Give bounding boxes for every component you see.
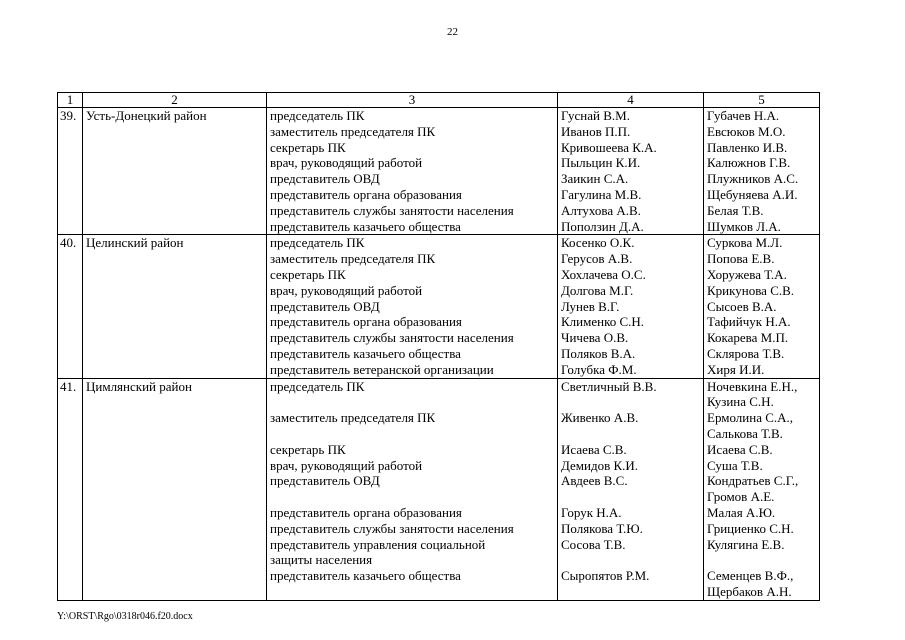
role-line: [270, 584, 557, 600]
member-name: Поляков В.А.: [561, 345, 636, 361]
reserve-member-name: Громов А.Е.: [707, 489, 775, 505]
reserve-member-name: Суша Т.В.: [707, 457, 763, 473]
role-line: председатель ПК: [270, 108, 365, 123]
reserve-member-name: Кулягина Е.В.: [707, 536, 785, 552]
member-name: Горук Н.А.: [561, 504, 622, 520]
reserve-member-name: Сысоев В.А.: [707, 298, 777, 314]
reserve-member-name: Семенцев В.Ф.,: [707, 568, 794, 584]
member-name: Гуснай В.М.: [561, 108, 630, 123]
reserve-member-name: Малая А.Ю.: [707, 504, 776, 520]
role-line: заместитель председателя ПК: [270, 251, 436, 267]
role-line: представитель органа образования: [270, 186, 462, 202]
header-col-2: 2: [83, 93, 267, 108]
member-name: Алтухова А.В.: [561, 202, 641, 218]
role-line: секретарь ПК: [270, 139, 346, 155]
member-name: Гагулина М.В.: [561, 186, 642, 202]
member-name: Иванов П.П.: [561, 123, 631, 139]
role-line-cell: [267, 235, 558, 378]
reserve-member-name: Павленко И.В.: [707, 139, 788, 155]
reserve-member-name: Щербаков А.Н.: [707, 583, 792, 599]
member-name: Кривошеева К.А.: [561, 139, 657, 155]
role-line: врач, руководящий работой: [270, 155, 423, 171]
reserve-member-name: Шумков Л.А.: [707, 218, 781, 234]
reserve-member-name: Тафийчук Н.А.: [707, 314, 791, 330]
members-table: [57, 92, 820, 601]
row-number: 40.: [58, 235, 83, 378]
district-name: Усть-Донецкий район: [83, 108, 267, 235]
role-line: представитель службы занятости населения: [270, 330, 514, 346]
member-name: Чичева О.В.: [561, 330, 629, 346]
role-line: представитель органа образования: [270, 504, 462, 520]
member-name: [561, 552, 703, 568]
row-number: 41.: [58, 378, 83, 600]
role-line: председатель ПК: [270, 235, 365, 251]
member-name: Заикин С.А.: [561, 171, 629, 187]
member-name: Авдеев В.С.: [561, 473, 628, 489]
district-name: Цимлянский район: [83, 378, 267, 600]
role-line: представитель ветеранской организации: [270, 361, 494, 377]
member-name: [561, 426, 703, 442]
reserve-member-name: Склярова Т.В.: [707, 345, 785, 361]
role-line: представитель ОВД: [270, 473, 380, 489]
reserve-member-name: Хоружева Т.А.: [707, 266, 787, 282]
table-row: [58, 235, 820, 378]
reserve-member-name-cell: [704, 108, 820, 235]
role-line: врач, руководящий работой: [270, 457, 423, 473]
table-row: [58, 378, 820, 600]
member-name: Исаева С.В.: [561, 441, 627, 457]
header-row: [58, 93, 820, 108]
role-line: представитель казачьего общества: [270, 568, 461, 584]
reserve-member-name: Попова Е.В.: [707, 251, 775, 267]
header-col-1: 1: [58, 93, 83, 108]
role-line: заместитель председателя ПК: [270, 123, 436, 139]
reserve-member-name: Ночевкина Е.Н.,: [707, 378, 798, 394]
member-name: Живенко А.В.: [561, 410, 639, 426]
member-name-cell: [558, 235, 704, 378]
member-name: Долгова М.Г.: [561, 282, 634, 298]
role-line: секретарь ПК: [270, 441, 346, 457]
member-name: Хохлачева О.С.: [561, 266, 646, 282]
member-name: Лунев В.Г.: [561, 298, 620, 314]
reserve-member-name: Суркова М.Л.: [707, 235, 783, 251]
member-name: [561, 584, 703, 600]
role-line: представитель ОВД: [270, 298, 380, 314]
role-line: секретарь ПК: [270, 266, 346, 282]
member-name: Клименко С.Н.: [561, 314, 645, 330]
reserve-member-name: Кокарева М.П.: [707, 330, 789, 346]
member-name: [561, 394, 703, 410]
role-line: врач, руководящий работой: [270, 282, 423, 298]
table-body: [58, 108, 820, 601]
member-name: Голубка Ф.М.: [561, 361, 637, 377]
member-name: Полякова Т.Ю.: [561, 520, 643, 536]
row-number: 39.: [58, 108, 83, 235]
member-name: [561, 489, 703, 505]
member-name-cell: [558, 378, 704, 600]
header-col-3: 3: [267, 93, 558, 108]
role-line: [270, 426, 557, 442]
role-line: заместитель председателя ПК: [270, 410, 436, 426]
role-line: представитель службы занятости населения: [270, 520, 514, 536]
reserve-member-name: Грициенко С.Н.: [707, 520, 794, 536]
role-line: [270, 489, 557, 505]
role-line: представитель казачьего общества: [270, 345, 461, 361]
reserve-member-name: Крикунова С.В.: [707, 282, 795, 298]
table-row: [58, 108, 820, 235]
reserve-member-name: Белая Т.В.: [707, 202, 764, 218]
role-line: представитель органа образования: [270, 314, 462, 330]
reserve-member-name: Кузина С.Н.: [707, 394, 774, 410]
role-line: [270, 394, 557, 410]
header-col-4: 4: [558, 93, 704, 108]
member-name: Сосова Т.В.: [561, 536, 626, 552]
member-name: Косенко О.К.: [561, 235, 635, 251]
role-line-cell: [267, 378, 558, 600]
role-line-cell: [267, 108, 558, 235]
reserve-member-name: Салькова Т.В.: [707, 425, 783, 441]
member-name: Демидов К.И.: [561, 457, 639, 473]
page-number: 22: [447, 26, 458, 38]
role-line: защиты населения: [270, 552, 373, 568]
reserve-member-name-cell: [704, 378, 820, 600]
reserve-member-name: Калюжнов Г.В.: [707, 155, 791, 171]
reserve-member-name: Плужников А.С.: [707, 171, 799, 187]
reserve-member-name: Щебуняева А.И.: [707, 186, 798, 202]
member-name-cell: [558, 108, 704, 235]
role-line: представитель управления социальной: [270, 536, 486, 552]
role-line: представитель казачьего общества: [270, 218, 461, 234]
member-name: Светличный В.В.: [561, 378, 657, 394]
reserve-member-name: Евсюков М.О.: [707, 123, 786, 139]
member-name: Герусов А.В.: [561, 251, 633, 267]
role-line: представитель службы занятости населения: [270, 202, 514, 218]
role-line: представитель ОВД: [270, 171, 380, 187]
district-name: Целинский район: [83, 235, 267, 378]
role-line: председатель ПК: [270, 378, 365, 394]
footer-file-path: Y:\ORST\Rgo\0318r046.f20.docx: [57, 611, 193, 622]
header-col-5: 5: [704, 93, 820, 108]
reserve-member-name: Ермолина С.А.,: [707, 410, 794, 426]
member-name: Сыропятов Р.М.: [561, 568, 650, 584]
reserve-member-name: Исаева С.В.: [707, 441, 773, 457]
reserve-member-name: Губачев Н.А.: [707, 108, 780, 123]
reserve-member-name: Кондратьев С.Г.,: [707, 473, 799, 489]
member-name: Пыльцин К.И.: [561, 155, 641, 171]
reserve-member-name: Хиря И.И.: [707, 361, 765, 377]
member-name: Поползин Д.А.: [561, 218, 644, 234]
reserve-member-name: [707, 552, 819, 568]
reserve-member-name-cell: [704, 235, 820, 378]
